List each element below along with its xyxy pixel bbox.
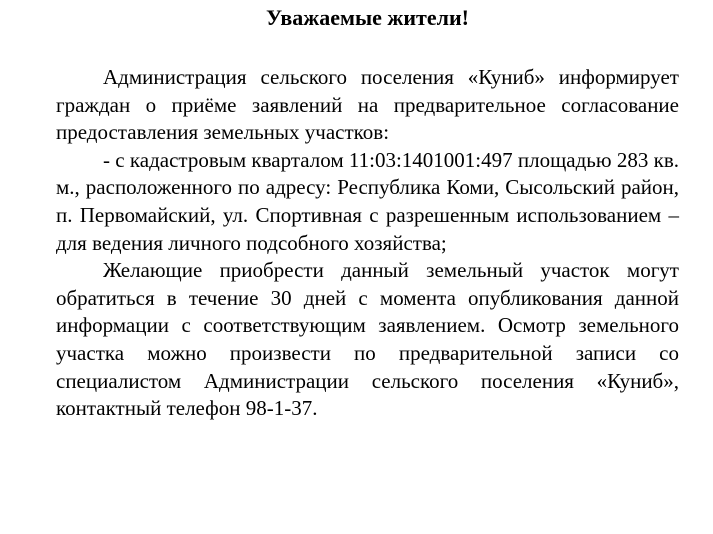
paragraph-intro: Администрация сельского поселения «Куниб» информирует граждан о приёме заявлений на предварительное согласование предоставления земельных участков: bbox=[56, 65, 679, 145]
document-body bbox=[56, 64, 679, 423]
paragraph-contact: Желающие приобрести данный земельный участок могут обратиться в течение 30 дней с момента опубликования данной информации с соответствующим заявлением. Осмотр земельного участка можно произвести по предварительной записи со специалистом Администрации сельского поселения «Куниб», контактный телефон 98-1-37. bbox=[56, 258, 679, 421]
document-title: Уважаемые жители! bbox=[266, 5, 469, 30]
paragraph-plot-details: - с кадастровым кварталом 11:03:1401001:497 площадью 283 кв. м., расположенного по адресу: Республика Коми, Сысольский район, п. Первомайский, ул. Спортивная с разрешенным использованием – для ведения личного подсобного хозяйства; bbox=[56, 147, 679, 255]
